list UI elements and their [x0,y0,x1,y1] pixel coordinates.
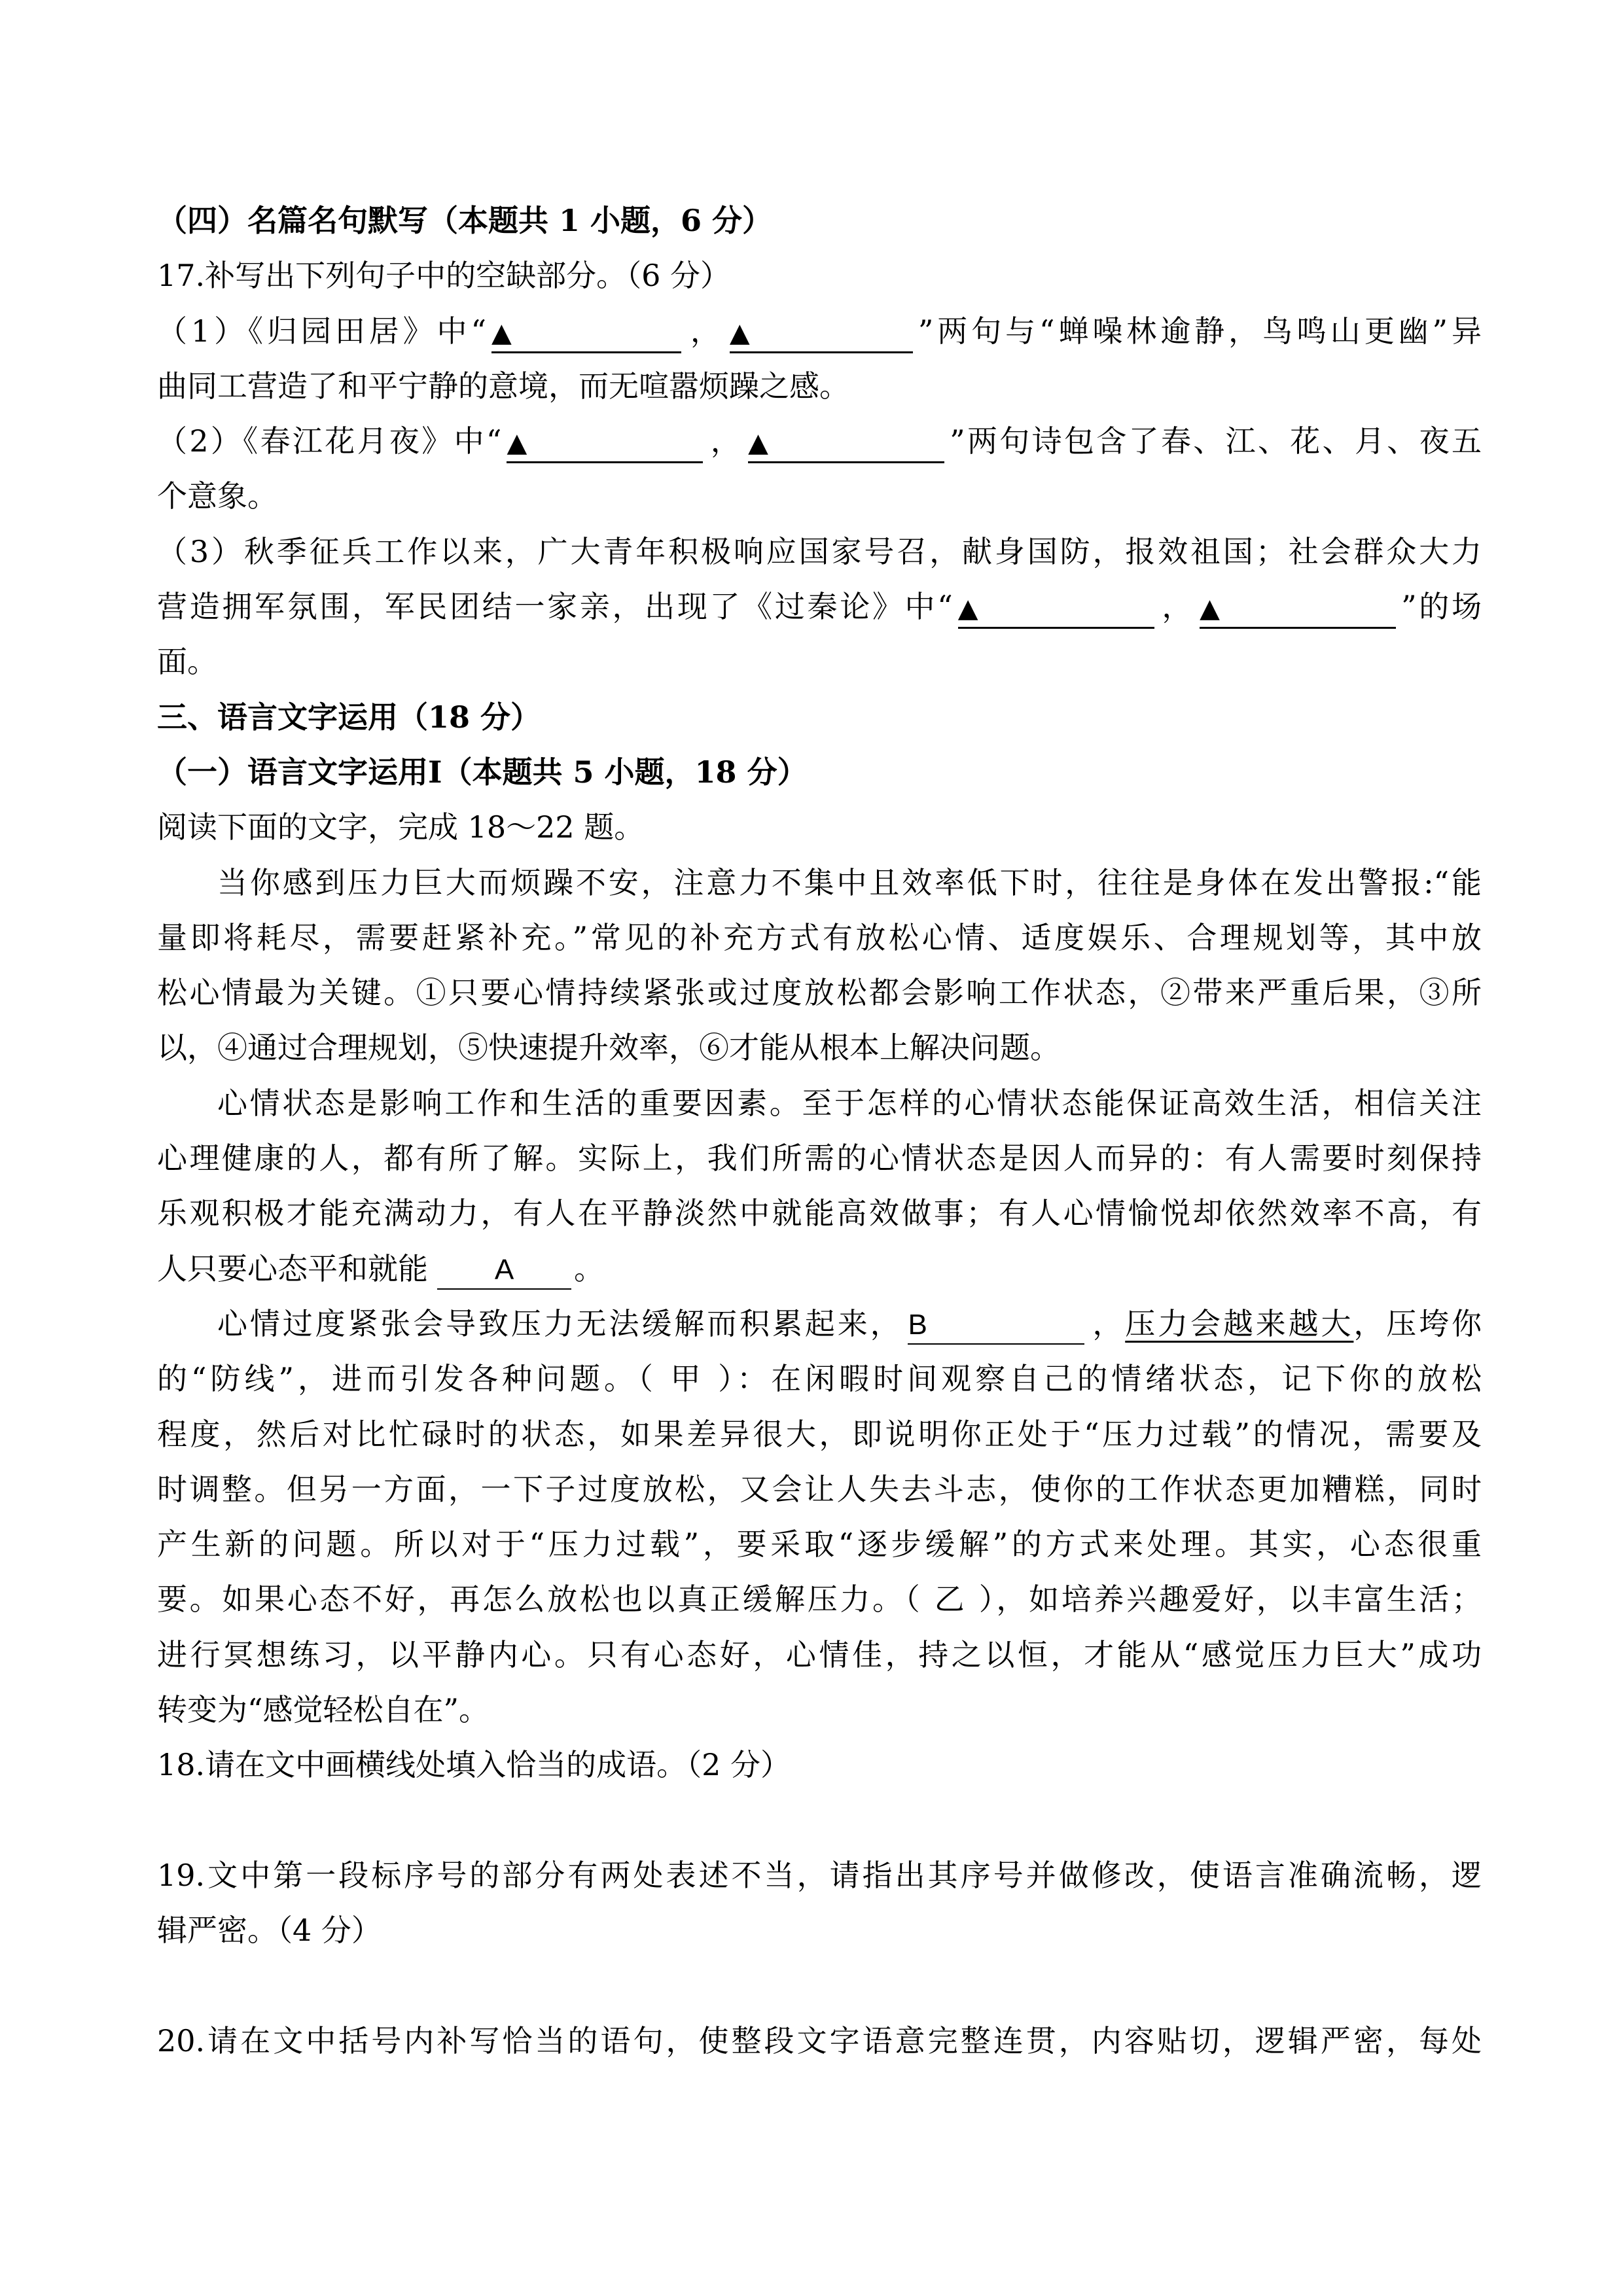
item-text: ， [686,313,724,349]
section-heading: 三、语言文字运用（18 分） [157,699,541,735]
passage-line: 松心情最为关键。①只要心情持续紧张或过度放松都会影响工作状态，②带来严重后果，③所 [157,975,1482,1011]
triangle-icon: ▲ [748,428,768,459]
passage-line: 心理健康的人，都有所了解。实际上，我们所需的心情状态是因人而异的：有人需要时刻保持 [157,1140,1482,1176]
passage-line-blank-a [157,1241,1482,1296]
answer-space [157,1958,1482,2013]
item-text: （1）《归园田居》中“ [157,313,486,349]
item-text: ”的场 [1401,589,1482,625]
part-heading: （四）名篇名句默写（本题共 1 小题，6 分） [157,203,773,238]
passage-line: 心情状态是影响工作和生活的重要因素。至于怎样的心情状态能保证高效生活，相信关注 [217,1085,1482,1121]
item-text: 营造拥军氛围，军民团结一家亲，出现了《过秦论》中“ [157,589,953,625]
page-content [157,193,1482,2068]
passage-line: 转变为“感觉轻松自在”。 [157,1692,490,1728]
question-item-3: （3）秋季征兵工作以来，广大青年积极响应国家号召，献身国防，报效祖国；社会群众大力 [157,533,1482,569]
fill-blank [730,313,913,353]
triangle-icon: ▲ [729,317,750,348]
question-19-continued: 辑严密。（4 分） [157,1913,382,1949]
fill-blank-a [437,1250,571,1290]
fill-blank-b [908,1305,1084,1345]
passage-text: 人只要心态平和就能 [157,1250,428,1286]
item-text: ”两句与“蝉噪林逾静，鸟鸣山更幽”异 [918,313,1482,349]
question-item-3-continued: 面。 [157,644,217,680]
triangle-icon: ▲ [507,428,527,459]
passage-line: 时调整。但另一方面，一下子过度放松，又会让人失去斗志，使你的工作状态更加糟糕，同时 [157,1471,1482,1507]
passage-text: ，压垮你 [1353,1305,1482,1341]
triangle-icon: ▲ [1200,593,1220,624]
fill-blank [491,313,681,353]
passage-text: ， [1090,1305,1126,1341]
item-text: ， [708,423,743,459]
item-text: （2）《春江花月夜》中“ [157,423,502,459]
underlined-phrase: 压力会越来越大 [1125,1305,1354,1341]
fill-blank [748,423,944,463]
passage-line: 程度，然后对比忙碌时的状态，如果差异很大，即说明你正处于“压力过载”的情况，需要及 [157,1416,1482,1452]
question-20: 20.请在文中括号内补写恰当的语句，使整段文字语意完整连贯，内容贴切，逻辑严密，每处 [157,2022,1482,2058]
passage-line: 要。如果心态不好，再怎么放松也以真正缓解压力。（ 乙 ），如培养兴趣爱好，以丰富生活； [157,1581,1482,1617]
triangle-icon: ▲ [491,317,512,348]
passage-line: 的“防线”，进而引发各种问题。（ 甲 ）：在闲暇时间观察自己的情绪状态，记下你的放松 [157,1361,1482,1397]
passage-line: 当你感到压力巨大而烦躁不安，注意力不集中且效率低下时，往往是身体在发出警报:“能 [217,864,1482,900]
question-item-1-continued: 曲同工营造了和平宁静的意境，而无喧嚣烦躁之感。 [157,368,849,404]
passage-line: 以，④通过合理规划，⑤快速提升效率，⑥才能从根本上解决问题。 [157,1030,1060,1066]
item-text: ， [1159,589,1195,625]
fill-blank [958,588,1154,629]
question-item-2-continued: 个意象。 [157,478,277,514]
subsection-heading: （一）语言文字运用Ⅰ（本题共 5 小题，18 分） [157,754,808,790]
blank-label: B [908,1308,927,1341]
question-item-1 [157,304,1482,359]
passage-line: 乐观积极才能充满动力，有人在平静淡然中就能高效做事；有人心情愉悦却依然效率不高，有 [157,1195,1482,1231]
passage-text: 。 [574,1250,604,1286]
item-text: ”两句诗包含了春、江、花、月、夜五 [950,423,1482,459]
triangle-icon: ▲ [957,593,978,624]
passage-line-blank-b [157,1296,1482,1351]
passage-line: 产生新的问题。所以对于“压力过载”，要采取“逐步缓解”的方式来处理。其实，心态很重 [157,1527,1482,1563]
blank-label: A [494,1253,514,1286]
question-item-3-blanks [157,579,1482,634]
reading-instruction: 阅读下面的文字，完成 18～22 题。 [157,809,645,845]
passage-text: 心情过度紧张会导致压力无法缓解而积累起来， [217,1305,903,1341]
question-19: 19.文中第一段标序号的部分有两处表述不当，请指出其序号并做修改，使语言准确流畅，逻 [157,1857,1482,1893]
passage-line: 进行冥想练习，以平静内心。只有心态好，心情佳，持之以恒，才能从“感觉压力巨大”成功 [157,1636,1482,1672]
fill-blank [507,423,703,463]
answer-space [157,1793,1482,1848]
question-18: 18.请在文中画横线处填入恰当的成语。（2 分） [157,1747,791,1783]
fill-blank [1200,588,1396,629]
question-stem: 17.补写出下列句子中的空缺部分。（6 分） [157,258,731,294]
passage-line: 量即将耗尽，需要赶紧补充。”常见的补充方式有放松心情、适度娱乐、合理规划等，其中放 [157,919,1482,955]
question-item-2 [157,414,1482,468]
